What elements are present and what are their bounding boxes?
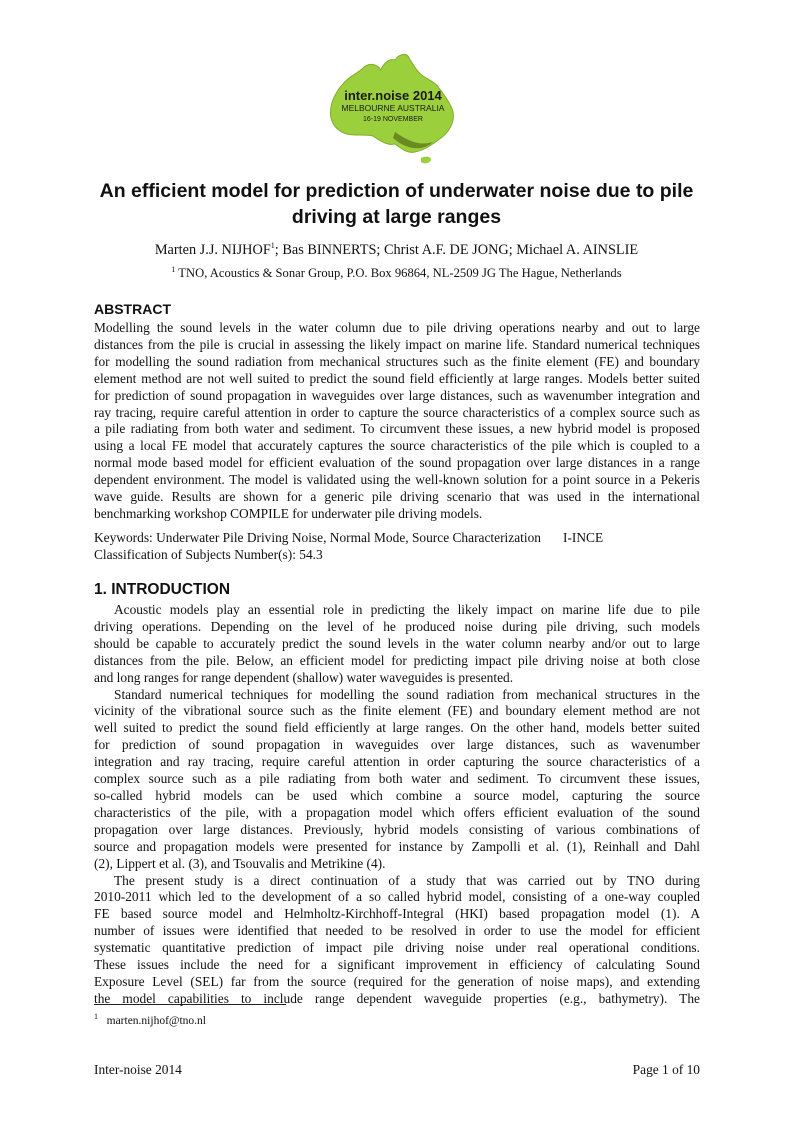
- title-line: An efficient model for prediction of underwater noise due to pile: [99, 180, 694, 202]
- keywords-tag: I-INCE: [562, 530, 604, 545]
- introduction-body: [94, 602, 700, 1008]
- introduction-line: characteristics of the pile, with a propagation model which offers efficient evaluation of the sound: [94, 804, 700, 820]
- introduction-line: source and propagation models were presented for instance by Zampolli et al. (1), Reinhall and Dahl: [94, 838, 700, 854]
- introduction-line: Standard numerical techniques for modelling the sound radiation from mechanical structures in the: [114, 686, 700, 702]
- abstract-line: ray tracing, require careful attention in order to capture the source characteristics of a complex source such as: [94, 404, 700, 420]
- introduction-line: These issues include the need for a significant improvement in efficiency of calculating Sound: [94, 957, 700, 973]
- other-authors: ; Bas BINNERTS; Christ A.F. DE JONG; Michael A. AINSLIE: [274, 242, 639, 258]
- footnote-mark: 1: [94, 1012, 98, 1022]
- abstract-line: a pile radiating from both water and sediment. To circumvent these issues, a new hybrid model is proposed: [94, 421, 700, 437]
- abstract-line: for prediction of sound propagation in waveguides over large distances, such as wavenumber integration and: [94, 387, 700, 403]
- abstract-line: benchmarking workshop COMPILE for underwater pile driving models.: [94, 505, 483, 521]
- introduction-line: FE based source model and Helmholtz-Kirchhoff-Integral (HKI) based propagation model (1). A: [94, 906, 700, 922]
- abstract-body: [94, 320, 700, 523]
- abstract-line: wave guide. Results are shown for a generic pile driving scenario that was used in the international: [94, 489, 700, 505]
- introduction-line: and long ranges for range dependent (shallow) water waveguides is presented.: [94, 669, 514, 685]
- title-line: driving at large ranges: [291, 206, 502, 228]
- introduction-line: The present study is a direct continuation of a study that was carried out by TNO during: [114, 872, 700, 888]
- introduction-heading: 1. INTRODUCTION: [94, 581, 231, 598]
- logo-line-1: inter.noise 2014: [344, 88, 442, 103]
- abstract-line: normal mode based model for efficient evaluation of the sound propagation over large distances in a range: [94, 455, 700, 471]
- paper-title: [92, 178, 701, 230]
- abstract-heading: ABSTRACT: [94, 301, 171, 317]
- abstract-line: dependent environment. The model is validated using the well-known solution for a point source in a Pekeris: [94, 472, 700, 488]
- introduction-line: number of issues were identified that needed to be resolved in order to use the model for efficient: [94, 923, 700, 939]
- affiliation-mark: 1: [171, 264, 176, 274]
- abstract-line: Modelling the sound levels in the water column due to pile driving operations nearby and out to large: [94, 320, 700, 335]
- logo-line-2: MELBOURNE AUSTRALIA: [341, 103, 445, 113]
- affiliation-text: TNO, Acoustics & Sonar Group, P.O. Box 96864, NL-2509 JG The Hague, Netherlands: [175, 266, 622, 280]
- introduction-line: driving operations. Depending on the level of he produced noise during pile driving, such models: [94, 618, 700, 634]
- footer-page-number: Page 1 of 10: [632, 1062, 700, 1077]
- keywords-line: [94, 530, 700, 547]
- author-footnote-mark: 1: [270, 241, 275, 251]
- abstract-line: distances from the pile is crucial in assessing the likely impact on marine life. Standard numerical techniques: [94, 336, 700, 352]
- first-author: Marten J.J. NIJHOF: [154, 242, 271, 258]
- keywords-block: [94, 530, 700, 564]
- abstract-line: for modelling the sound radiation from mechanical structures such as the finite element (FE) and boundary: [94, 353, 700, 369]
- conference-logo: [325, 50, 460, 168]
- footnote-divider: [94, 1004, 286, 1005]
- footnote: [94, 1014, 206, 1028]
- introduction-line: so-called hybrid models can be used which combine a source model, capturing the source: [94, 787, 700, 803]
- introduction-line: integration and ray tracing, require careful attention in order capturing the source characteristics of a: [94, 754, 700, 770]
- introduction-line: Exposure Level (SEL) far from the source (required for the generation of noise maps), and extending: [94, 973, 700, 989]
- classification-line: Classification of Subjects Number(s): 54.3: [94, 546, 323, 562]
- abstract-line: element method are not well suited to predict the sound field efficiently at large ranges. Models better suited: [94, 370, 700, 386]
- introduction-line: Acoustic models play an essential role in predicting the likely impact on marine life due to pile: [114, 602, 700, 617]
- author-list: [92, 241, 701, 259]
- introduction-line: (2), Lippert et al. (3), and Tsouvalis and Metrikine (4).: [94, 855, 386, 871]
- logo-line-3: 16-19 NOVEMBER: [363, 116, 423, 123]
- introduction-line: the model capabilities to include range dependent waveguide properties (e.g., bathymetry). The: [94, 990, 700, 1006]
- introduction-line: complex source such as a pile radiating from both water and sediment. To circumvent these issues,: [94, 771, 700, 787]
- introduction-line: should be capable to accurately predict the sound levels in the water column nearby and/or out to large: [94, 635, 700, 651]
- introduction-line: propagation over large distances. Previously, hybrid models consisting of various combinations of: [94, 821, 700, 837]
- affiliation: [92, 265, 701, 281]
- introduction-line: well suited to predict the sound field efficiently at large ranges. On the other hand, models better suited: [94, 720, 700, 736]
- introduction-line: systematic quantitative prediction of impact pile driving noise under real operational conditions.: [94, 940, 700, 956]
- introduction-line: 2010-2011 which led to the development of a so called hybrid model, consisting of a one-way coupled: [94, 889, 700, 905]
- introduction-line: distances from the pile. Below, an efficient model for predicting impact pile driving noise at both close: [94, 652, 700, 668]
- footer-conference: Inter-noise 2014: [94, 1062, 182, 1077]
- keywords-text: Keywords: Underwater Pile Driving Noise, Normal Mode, Source Characterization: [94, 530, 541, 545]
- introduction-line: vicinity of the vibrational source such as the finite element (FE) and boundary element method are not: [94, 703, 700, 719]
- tasmania-icon: [421, 157, 431, 164]
- footnote-email: marten.nijhof@tno.nl: [106, 1015, 207, 1027]
- abstract-line: using a local FE model that accurately captures the source characteristics of the pile which is coupled to a: [94, 438, 700, 454]
- introduction-line: for prediction of sound propagation in waveguides over large distances, such as wavenumber: [94, 737, 700, 753]
